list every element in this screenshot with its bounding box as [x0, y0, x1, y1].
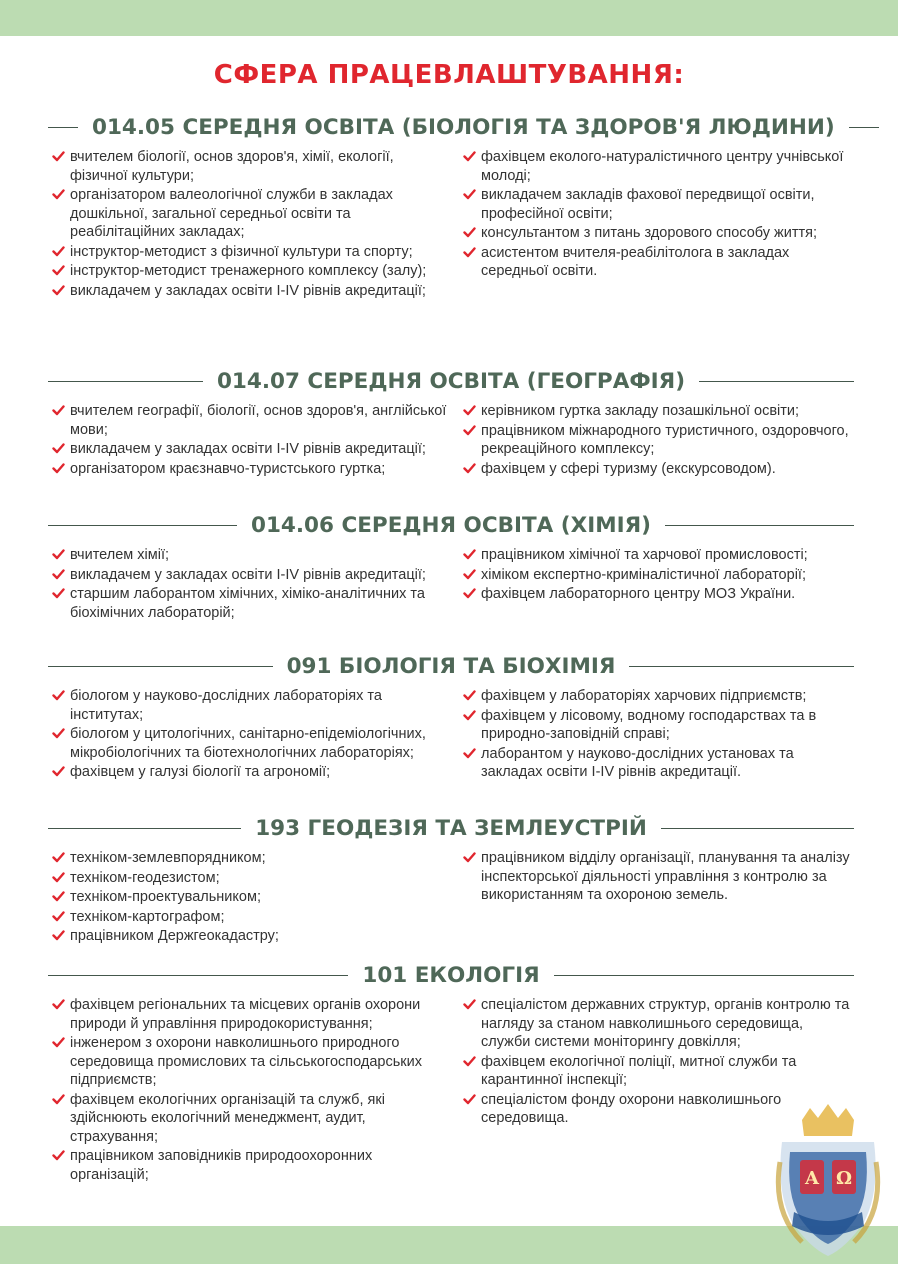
- check-icon: [463, 150, 476, 163]
- divider-line: [48, 381, 203, 382]
- list-item: [50, 440, 451, 459]
- list-item: [461, 460, 854, 479]
- divider-line: [849, 127, 879, 128]
- check-icon: [52, 404, 65, 417]
- list-item-text: інструктор-методист з фізичної культури та спорту;: [70, 243, 413, 260]
- left-list: [48, 546, 451, 623]
- section-title: 091 БІОЛОГІЯ ТА БІОХІМІЯ: [286, 653, 616, 679]
- bottom-band: [0, 1226, 898, 1264]
- check-icon: [52, 929, 65, 942]
- list-item-text: фахівцем екологічної поліції, митної служби та карантинної інспекції;: [481, 1053, 797, 1088]
- section-heading: [48, 960, 854, 990]
- list-item: [461, 244, 854, 281]
- list-item-text: техніком-картографом;: [70, 908, 225, 925]
- section-heading: [48, 651, 854, 681]
- list-item: [461, 422, 854, 459]
- list-item: [461, 148, 854, 185]
- divider-line: [629, 666, 854, 667]
- list-item-text: фахівцем регіональних та місцевих органів охорони природи й управління природокористування;: [70, 997, 421, 1032]
- divider-line: [48, 828, 241, 829]
- page-title: СФЕРА ПРАЦЕВЛАШТУВАННЯ:: [213, 60, 685, 90]
- list-item: [461, 224, 854, 243]
- list-item-text: викладачем у закладах освіти І-ІV рівнів акредитації;: [70, 441, 426, 457]
- list-item: [50, 186, 451, 242]
- list-item: [50, 546, 451, 565]
- left-list: [48, 996, 451, 1185]
- section-title: 193 ГЕОДЕЗІЯ ТА ЗЕМЛЕУСТРІЙ: [255, 815, 647, 841]
- check-icon: [463, 548, 476, 561]
- check-icon: [52, 462, 65, 475]
- list-item-text: фахівцем у сфері туризму (екскурсоводом).: [481, 460, 776, 477]
- section-heading: [48, 112, 854, 142]
- check-icon: [52, 284, 65, 297]
- left-list: [48, 402, 451, 479]
- list-item-text: техніком-землевпорядником;: [70, 850, 266, 866]
- list-item-text: фахівцем у лісовому, водному господарствах та в природно-заповідній справі;: [481, 707, 817, 742]
- check-icon: [463, 246, 476, 259]
- check-icon: [463, 462, 476, 475]
- list-item: [50, 1091, 451, 1147]
- list-item-text: інженером з охорони навколишнього природного середовища промислових та сільськогосподарських підприємств;: [70, 1035, 422, 1088]
- check-icon: [463, 709, 476, 722]
- list-item: [461, 402, 854, 421]
- section-heading: [48, 510, 854, 540]
- list-item-text: біологом у цитологічних, санітарно-епідеміологічних, мікробіологічних та біотехнологічних лабораторіях;: [70, 726, 426, 761]
- section-heading: [48, 366, 854, 396]
- check-icon: [52, 998, 65, 1011]
- list-item: [50, 585, 451, 622]
- list-item-text: організатором валеологічної служби в закладах дошкільної, загальної середньої освіти та реабілітаційних закладах;: [70, 187, 393, 240]
- check-icon: [52, 910, 65, 923]
- list-item-text: працівником міжнародного туристичного, оздоровчого, рекреаційного комплексу;: [481, 422, 849, 457]
- check-icon: [52, 727, 65, 740]
- left-list: [48, 148, 451, 301]
- list-item-text: фахівцем еколого-натуралістичного центру учнівської молоді;: [481, 149, 844, 184]
- list-item: [50, 1034, 451, 1090]
- list-item-text: вчителем біології, основ здоров'я, хімії, екології, фізичної культури;: [70, 149, 394, 184]
- check-icon: [52, 765, 65, 778]
- right-list: [451, 546, 854, 623]
- list-item-text: вчителем хімії;: [70, 547, 170, 563]
- check-icon: [463, 689, 476, 702]
- list-item: [461, 585, 854, 604]
- divider-line: [48, 666, 273, 667]
- check-icon: [463, 1055, 476, 1068]
- check-icon: [463, 587, 476, 600]
- university-emblem-icon: [772, 1102, 884, 1260]
- check-icon: [52, 568, 65, 581]
- list-item: [50, 908, 451, 927]
- list-item: [461, 849, 854, 905]
- section-ecology: [48, 960, 854, 1185]
- check-icon: [463, 404, 476, 417]
- divider-line: [699, 381, 854, 382]
- list-item-text: техніком-проектувальником;: [70, 889, 261, 905]
- check-icon: [52, 245, 65, 258]
- divider-line: [665, 525, 854, 526]
- divider-line: [48, 975, 348, 976]
- list-item: [461, 186, 854, 223]
- left-list: [48, 849, 451, 947]
- list-item: [461, 1053, 854, 1090]
- list-item: [50, 282, 451, 301]
- check-icon: [463, 1093, 476, 1106]
- list-item: [461, 546, 854, 565]
- list-item-text: спеціалістом фонду охорони навколишнього середовища.: [481, 1091, 782, 1126]
- check-icon: [463, 424, 476, 437]
- list-item: [50, 402, 451, 439]
- list-item-text: фахівцем у лабораторіях харчових підприємств;: [481, 688, 807, 704]
- list-item-text: вчителем географії, біології, основ здоров'я, англійської мови;: [70, 403, 447, 438]
- svg-text:Ω: Ω: [835, 1168, 853, 1189]
- section-geodesy: [48, 813, 854, 947]
- list-item-text: організатором краєзнавчо-туристського гуртка;: [70, 460, 386, 477]
- check-icon: [52, 1149, 65, 1162]
- list-item-text: біологом у науково-дослідних лабораторіях та інститутах;: [70, 688, 382, 723]
- right-list: [451, 402, 854, 479]
- list-item-text: техніком-геодезистом;: [70, 869, 220, 886]
- section-title: 014.06 СЕРЕДНЯ ОСВІТА (ХІМІЯ): [251, 512, 651, 538]
- list-item-text: лаборантом у науково-дослідних установах та закладах освіти І-ІV рівнів акредитації.: [481, 745, 794, 780]
- check-icon: [52, 1093, 65, 1106]
- check-icon: [463, 568, 476, 581]
- list-item: [50, 262, 451, 281]
- check-icon: [463, 851, 476, 864]
- section-title: 014.07 СЕРЕДНЯ ОСВІТА (ГЕОГРАФІЯ): [216, 368, 686, 394]
- left-list: [48, 687, 451, 783]
- check-icon: [463, 226, 476, 239]
- check-icon: [52, 851, 65, 864]
- list-item-text: працівником Держгеокадастру;: [70, 928, 279, 944]
- list-item: [461, 566, 854, 585]
- check-icon: [52, 442, 65, 455]
- list-item-text: фахівцем лабораторного центру МОЗ України.: [481, 586, 796, 602]
- list-item-text: інструктор-методист тренажерного комплексу (залу);: [70, 263, 427, 279]
- check-icon: [463, 188, 476, 201]
- check-icon: [52, 689, 65, 702]
- list-item-text: спеціалістом державних структур, органів контролю та нагляду за станом навколишнього середовища, служби системи моніторингу довкілля;: [481, 997, 850, 1050]
- section-biology-health: [48, 112, 854, 301]
- list-item: [50, 1147, 451, 1184]
- list-item: [50, 725, 451, 762]
- list-item-text: викладачем у закладах освіти І-ІV рівнів акредитації;: [70, 282, 426, 299]
- list-item-text: працівником хімічної та харчової промисловості;: [481, 547, 808, 563]
- list-item-text: викладачем у закладах освіти І-ІV рівнів акредитації;: [70, 566, 426, 583]
- svg-text:Α: Α: [805, 1168, 819, 1189]
- list-item-text: фахівцем екологічних організацій та служб, які здійснюють екологічний менеджмент, аудит, страхування;: [70, 1091, 385, 1145]
- list-item: [50, 460, 451, 479]
- list-item-text: консультантом з питань здорового способу життя;: [481, 225, 818, 241]
- list-item: [50, 243, 451, 262]
- check-icon: [463, 747, 476, 760]
- list-item-text: викладачем закладів фахової передвищої освіти, професійної освіти;: [481, 187, 815, 222]
- list-item-text: хіміком експертно-криміналістичної лабораторії;: [481, 566, 806, 583]
- list-item: [50, 763, 451, 782]
- list-item-text: працівником заповідників природоохоронних організацій;: [70, 1148, 373, 1183]
- list-item-text: працівником відділу організації, планування та аналізу інспекторської діяльності управління з контролю за використанням та охороною земель.: [481, 850, 850, 903]
- list-item-text: старшим лаборантом хімічних, хіміко-аналітичних та біохімічних лабораторій;: [70, 586, 425, 621]
- list-item: [50, 566, 451, 585]
- right-list: [451, 849, 854, 947]
- list-item: [50, 996, 451, 1033]
- check-icon: [52, 871, 65, 884]
- check-icon: [52, 150, 65, 163]
- list-item: [461, 707, 854, 744]
- list-item-text: фахівцем у галузі біології та агрономії;: [70, 764, 331, 780]
- section-heading: [48, 813, 854, 843]
- check-icon: [52, 264, 65, 277]
- check-icon: [52, 548, 65, 561]
- check-icon: [52, 188, 65, 201]
- list-item: [50, 869, 451, 888]
- right-list: [451, 148, 854, 301]
- list-item: [50, 927, 451, 946]
- check-icon: [463, 998, 476, 1011]
- list-item-text: керівником гуртка закладу позашкільної освіти;: [481, 403, 800, 419]
- section-title: 014.05 СЕРЕДНЯ ОСВІТА (БІОЛОГІЯ ТА ЗДОРОВ'Я ЛЮДИНИ): [92, 114, 835, 140]
- divider-line: [48, 127, 78, 128]
- check-icon: [52, 890, 65, 903]
- section-geography: [48, 366, 854, 479]
- section-title: 101 ЕКОЛОГІЯ: [362, 962, 540, 988]
- right-list: [451, 687, 854, 783]
- check-icon: [52, 1036, 65, 1049]
- list-item: [50, 687, 451, 724]
- list-item-text: асистентом вчителя-реабілітолога в закладах середньої освіти.: [481, 244, 790, 279]
- section-biology-biochemistry: [48, 651, 854, 783]
- list-item: [461, 687, 854, 706]
- top-band: [0, 0, 898, 36]
- list-item: [50, 888, 451, 907]
- list-item: [50, 849, 451, 868]
- section-chemistry: [48, 510, 854, 623]
- divider-line: [554, 975, 854, 976]
- list-item: [461, 745, 854, 782]
- check-icon: [52, 587, 65, 600]
- divider-line: [661, 828, 854, 829]
- list-item: [50, 148, 451, 185]
- list-item: [461, 996, 854, 1052]
- divider-line: [48, 525, 237, 526]
